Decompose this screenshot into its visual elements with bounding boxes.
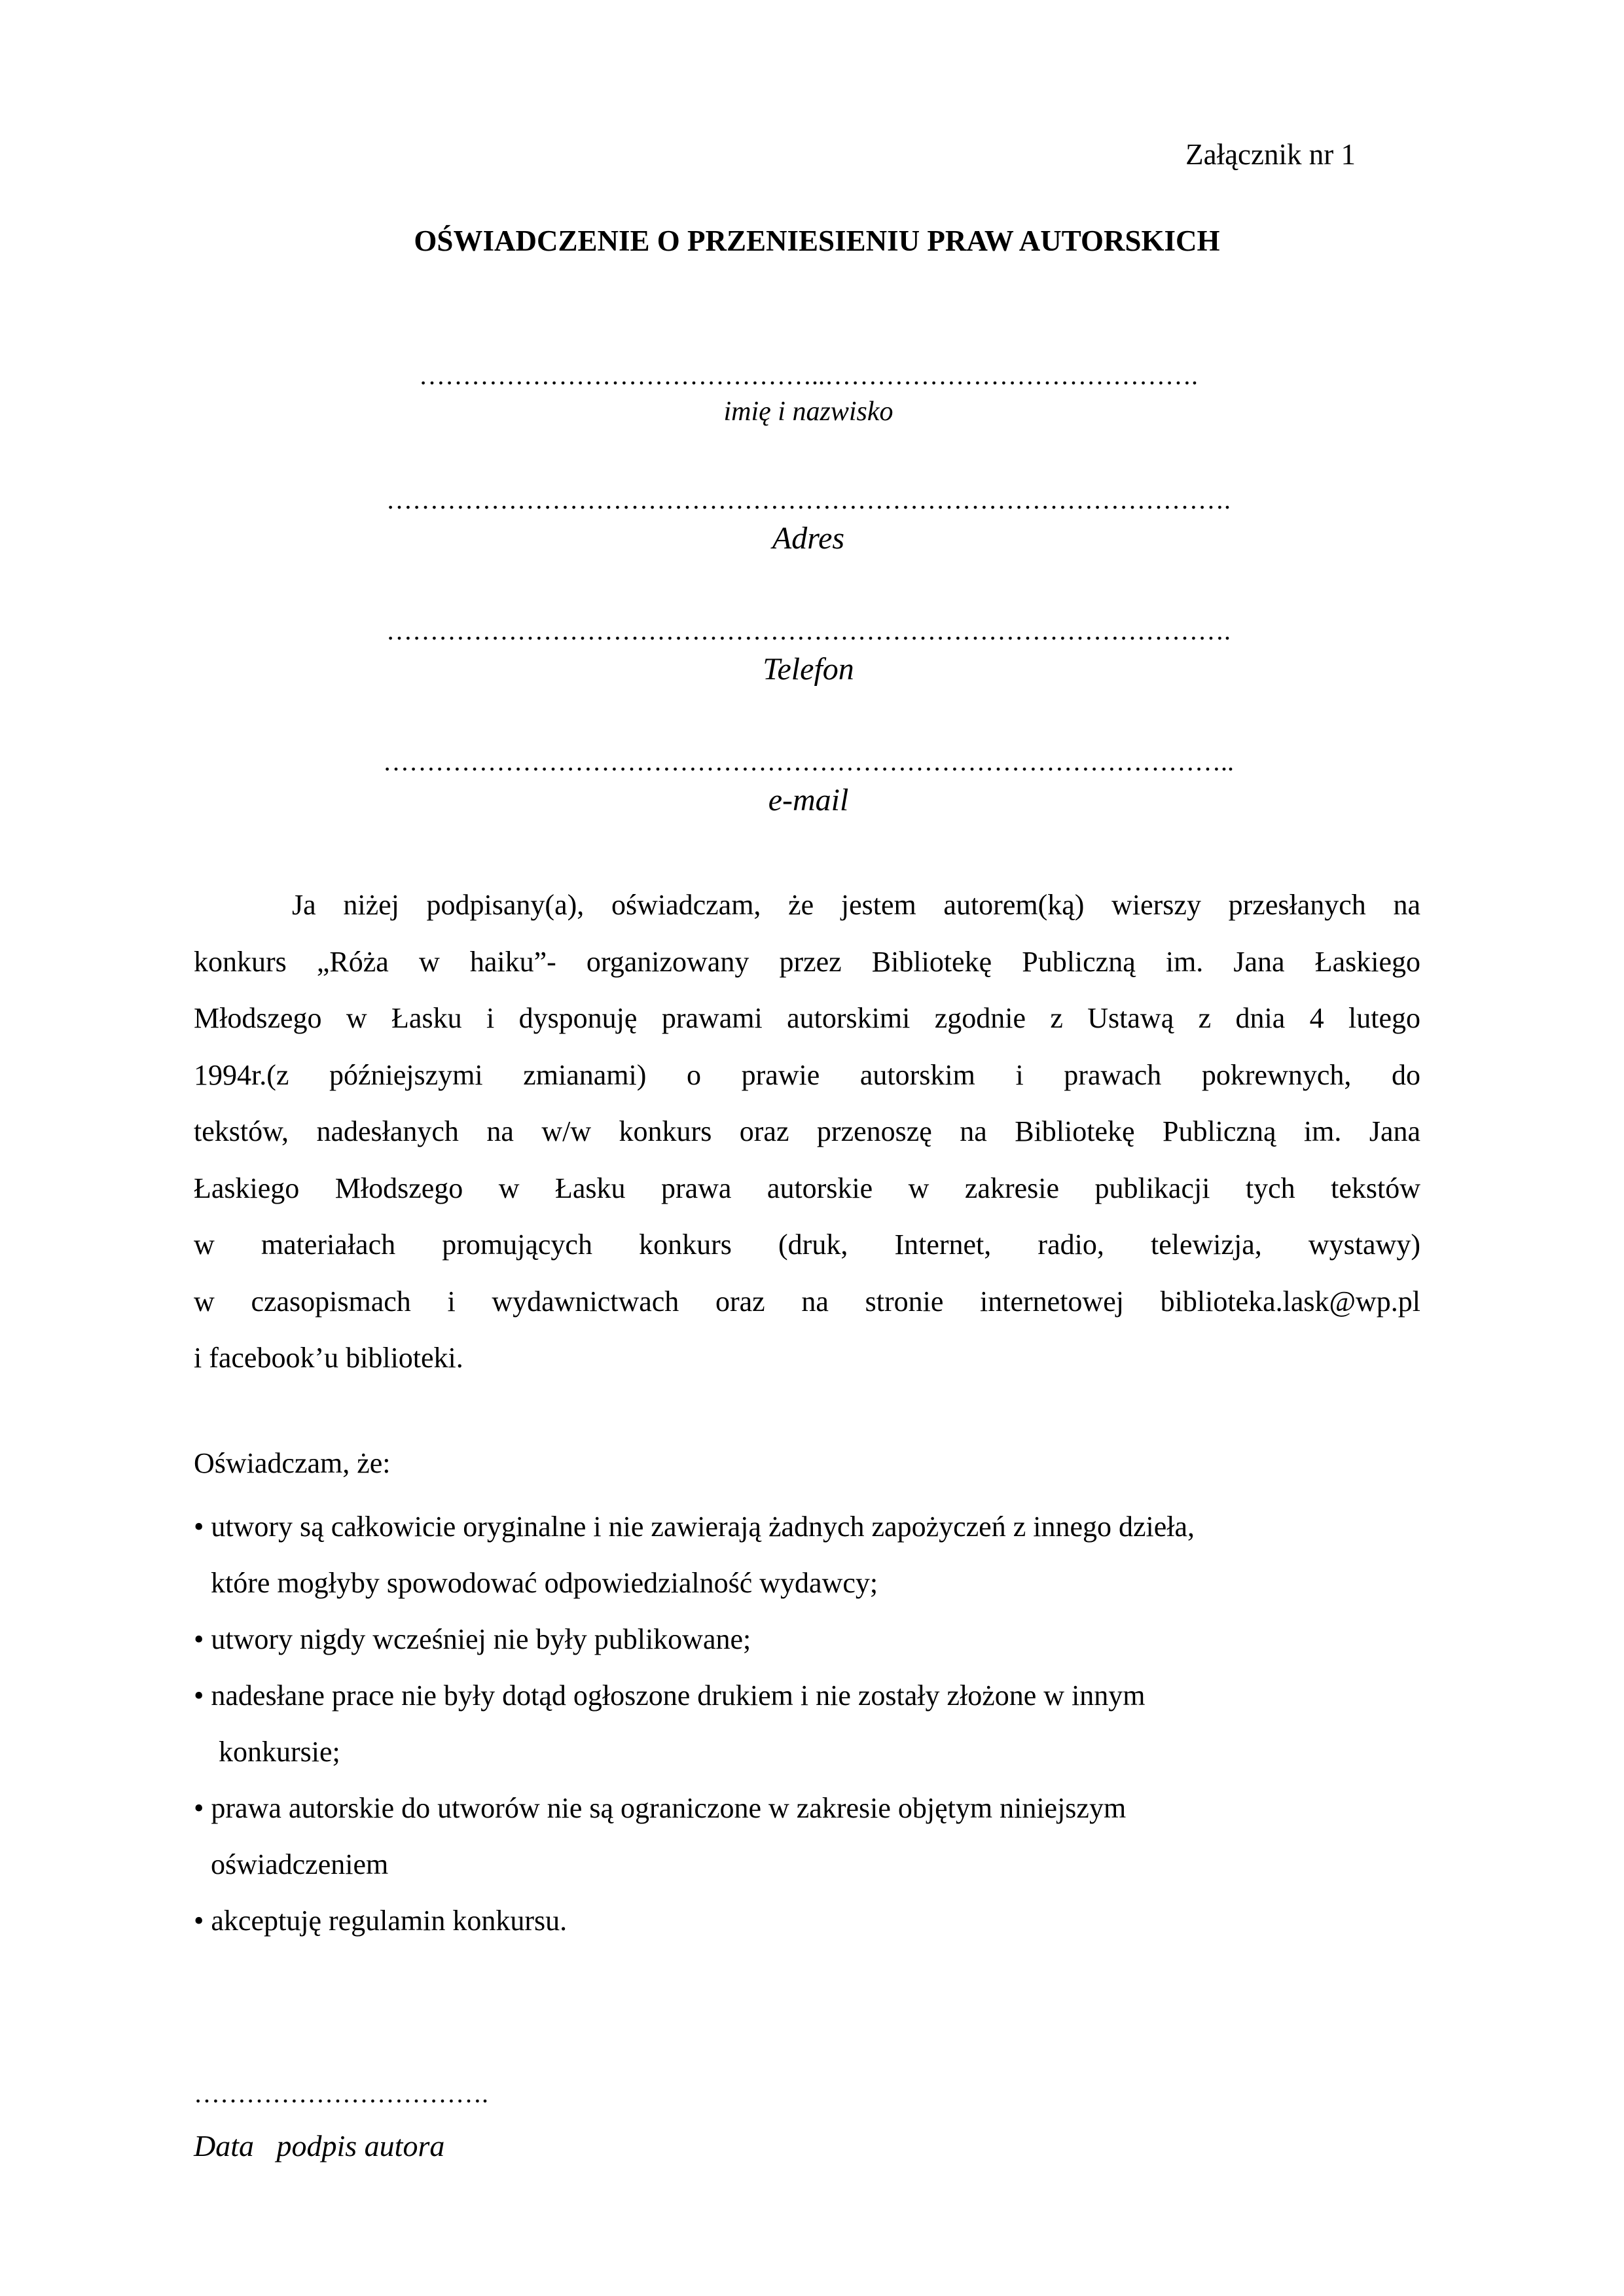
statement-paragraph bbox=[194, 877, 1420, 1387]
declaration-item: • utwory są całkowicie oryginalne i nie zawierają żadnych zapożyczeń z innego dzieła, bbox=[194, 1511, 1195, 1543]
statement-line: Młodszego w Łasku i dysponuję prawami autorskimi zgodnie z Ustawą z dnia 4 lutego bbox=[194, 1002, 1420, 1034]
address-field-line: ……………………………………………………………………………………. bbox=[386, 485, 1231, 514]
address-field-label: Adres bbox=[772, 521, 845, 556]
statement-line: i facebook’u biblioteki. bbox=[194, 1342, 463, 1374]
statement-line: w czasopismach i wydawnictwach oraz na stronie internetowej biblioteka.lask@wp.pl bbox=[194, 1285, 1420, 1318]
attachment-number: Załącznik nr 1 bbox=[1185, 138, 1356, 171]
name-field-line: ………………………………………..……………………………………. bbox=[419, 361, 1198, 390]
declaration-item-continuation: konkursie; bbox=[219, 1736, 340, 1768]
statement-line: Łaskiego Młodszego w Łasku prawa autorskie w zakresie publikacji tych tekstów bbox=[194, 1172, 1420, 1204]
document-title: OŚWIADCZENIE O PRZENIESIENIU PRAW AUTORSKICH bbox=[414, 224, 1220, 257]
phone-field-label: Telefon bbox=[763, 652, 854, 687]
email-field-label: e-mail bbox=[768, 783, 849, 817]
statement-line: 1994r.(z późniejszymi zmianami) o prawie autorskim i prawach pokrewnych, do bbox=[194, 1058, 1420, 1091]
declaration-item: • nadesłane prace nie były dotąd ogłoszone drukiem i nie zostały złożone w innym bbox=[194, 1679, 1146, 1712]
declaration-item-continuation: które mogłyby spowodować odpowiedzialność wydawcy; bbox=[211, 1567, 878, 1599]
signature-label: Data podpis autora bbox=[194, 2129, 445, 2162]
statement-line: tekstów, nadesłanych na w/w konkurs oraz przenoszę na Bibliotekę Publiczną im. Jana bbox=[194, 1115, 1420, 1147]
declarations-intro: Oświadczam, że: bbox=[194, 1447, 391, 1479]
statement-line: konkurs „Róża w haiku”- organizowany przez Bibliotekę Publiczną im. Jana Łaskiego bbox=[194, 945, 1420, 978]
name-field-label: imię i nazwisko bbox=[723, 397, 893, 427]
phone-field-line: ……………………………………………………………………………………. bbox=[386, 616, 1231, 645]
statement-line: Ja niżej podpisany(a), oświadczam, że jestem autorem(ką) wierszy przesłanych na bbox=[292, 889, 1420, 921]
declaration-item: • akceptuję regulamin konkursu. bbox=[194, 1905, 568, 1937]
declarations-list bbox=[194, 1499, 1420, 1949]
email-field-line: …………………………………………………………………………………….. bbox=[383, 747, 1234, 776]
statement-line: w materiałach promujących konkurs (druk, Internet, radio, telewizja, wystawy) bbox=[194, 1229, 1420, 1261]
declaration-item-continuation: oświadczeniem bbox=[211, 1848, 389, 1880]
declaration-item: • prawa autorskie do utworów nie są ograniczone w zakresie objętym niniejszym bbox=[194, 1792, 1127, 1824]
declaration-item: • utwory nigdy wcześniej nie były publikowane; bbox=[194, 1623, 751, 1655]
signature-line: ……………………………. bbox=[194, 2079, 488, 2108]
